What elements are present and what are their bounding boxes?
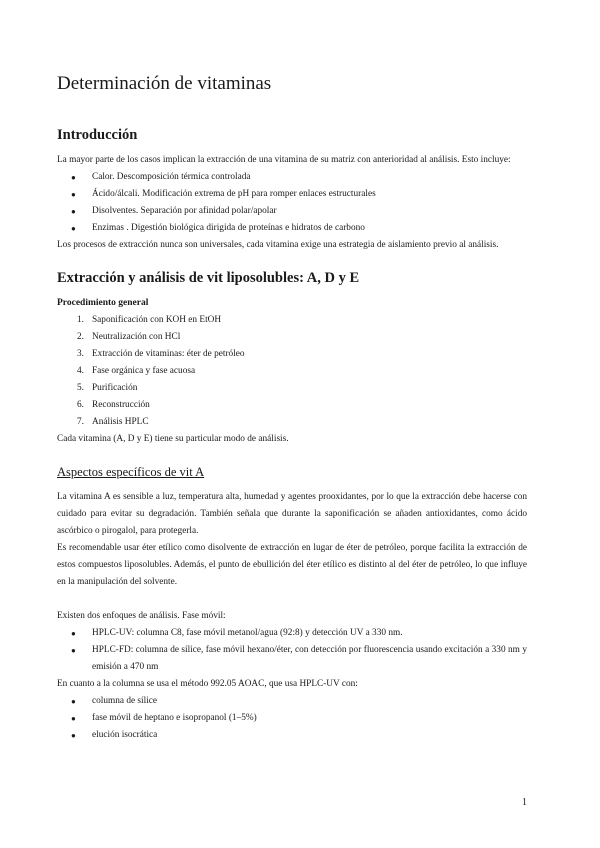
step-number: 5.	[77, 383, 84, 393]
step-text: Neutralización con HCl	[92, 332, 181, 342]
step-number: 1.	[77, 315, 84, 325]
list-item: ● Disolventes. Separación por afinidad polar/apolar	[57, 203, 527, 220]
step-number: 7.	[77, 417, 84, 427]
procedure-step	[57, 363, 527, 380]
step-number: 6.	[77, 400, 84, 410]
vitamin-a-paragraph-2: Es recomendable usar éter etílico como disolvente de extracción en lugar de éter de petróleo, porque facilita la extracción de estos compuestos liposolubles. Además, el punto de ebullición del éter etílico es distinto al del éter de petróleo, lo que influye en la manipulación del solvente.	[57, 543, 527, 587]
document-content	[57, 72, 527, 744]
step-number: 4.	[77, 366, 84, 376]
page-title: Determinación de vitaminas	[57, 73, 272, 94]
liposoluble-closing: Cada vitamina (A, D y E) tiene su particular modo de análisis.	[57, 434, 289, 444]
list-item: ● HPLC-FD: columna de sílice, fase móvil hexano/éter, con detección por fluorescencia usando excitación a 330 nm y emisión a 470 nm	[57, 642, 527, 676]
step-text: Extracción de vitaminas: éter de petróleo	[92, 349, 245, 359]
procedure-step	[57, 346, 527, 363]
procedure-step	[57, 414, 527, 431]
intro-closing-paragraph: Los procesos de extracción nunca son universales, cada vitamina exige una estrategia de aislamiento previo al análisis.	[57, 240, 499, 250]
column-list	[57, 693, 527, 744]
procedure-step	[57, 397, 527, 414]
intro-heading: Introducción	[57, 127, 138, 143]
step-text: Reconstrucción	[92, 400, 150, 410]
step-text: Purificación	[92, 383, 138, 393]
step-text: Saponificación con KOH en EtOH	[92, 315, 222, 325]
intro-bullet-list	[57, 169, 527, 237]
vitamin-a-paragraph-1: La vitamina A es sensible a luz, temperatura alta, humedad y agentes prooxidantes, por lo que la extracción debe hacerse con cuidado para evitar su degradación. También señala que durante la saponificación se añaden antioxidantes, como ácido ascórbico o pirogalol, para protegerla.	[57, 492, 527, 536]
column-intro: En cuanto a la columna se usa el método 992.05 AOAC, que usa HPLC-UV con:	[57, 679, 358, 689]
procedure-title: Procedimiento general	[57, 298, 149, 308]
step-number: 2.	[77, 332, 84, 342]
list-item: ● HPLC-UV: columna C8, fase móvil metanol/agua (92:8) y detección UV a 330 nm.	[57, 625, 527, 642]
liposoluble-heading: Extracción y análisis de vit liposolubles: A, D y E	[57, 270, 360, 286]
list-item: ● elución isocrática	[57, 727, 527, 744]
list-item: ● fase móvil de heptano e isopropanol (1–5%)	[57, 710, 527, 727]
vitamin-a-heading: Aspectos específicos de vit A	[57, 465, 205, 479]
intro-paragraph: La mayor parte de los casos implican la extracción de una vitamina de su matriz con anterioridad al análisis. Esto incluye:	[57, 155, 511, 165]
step-text: Fase orgánica y fase acuosa	[92, 366, 196, 376]
methods-list	[57, 625, 527, 676]
list-item: ● columna de sílice	[57, 693, 527, 710]
page-number: 1	[522, 797, 527, 808]
step-text: Análisis HPLC	[92, 417, 149, 427]
procedure-step	[57, 312, 527, 329]
list-item: ● Calor. Descomposición térmica controlada	[57, 169, 527, 186]
procedure-step	[57, 380, 527, 397]
list-item: ● Ácido/álcali. Modificación extrema de pH para romper enlaces estructurales	[57, 186, 527, 203]
procedure-list	[57, 312, 527, 431]
step-number: 3.	[77, 349, 84, 359]
procedure-step	[57, 329, 527, 346]
analysis-intro: Existen dos enfoques de análisis. Fase móvil:	[57, 611, 226, 621]
list-item: ● Enzimas . Digestión biológica dirigida de proteínas e hidratos de carbono	[57, 220, 527, 237]
